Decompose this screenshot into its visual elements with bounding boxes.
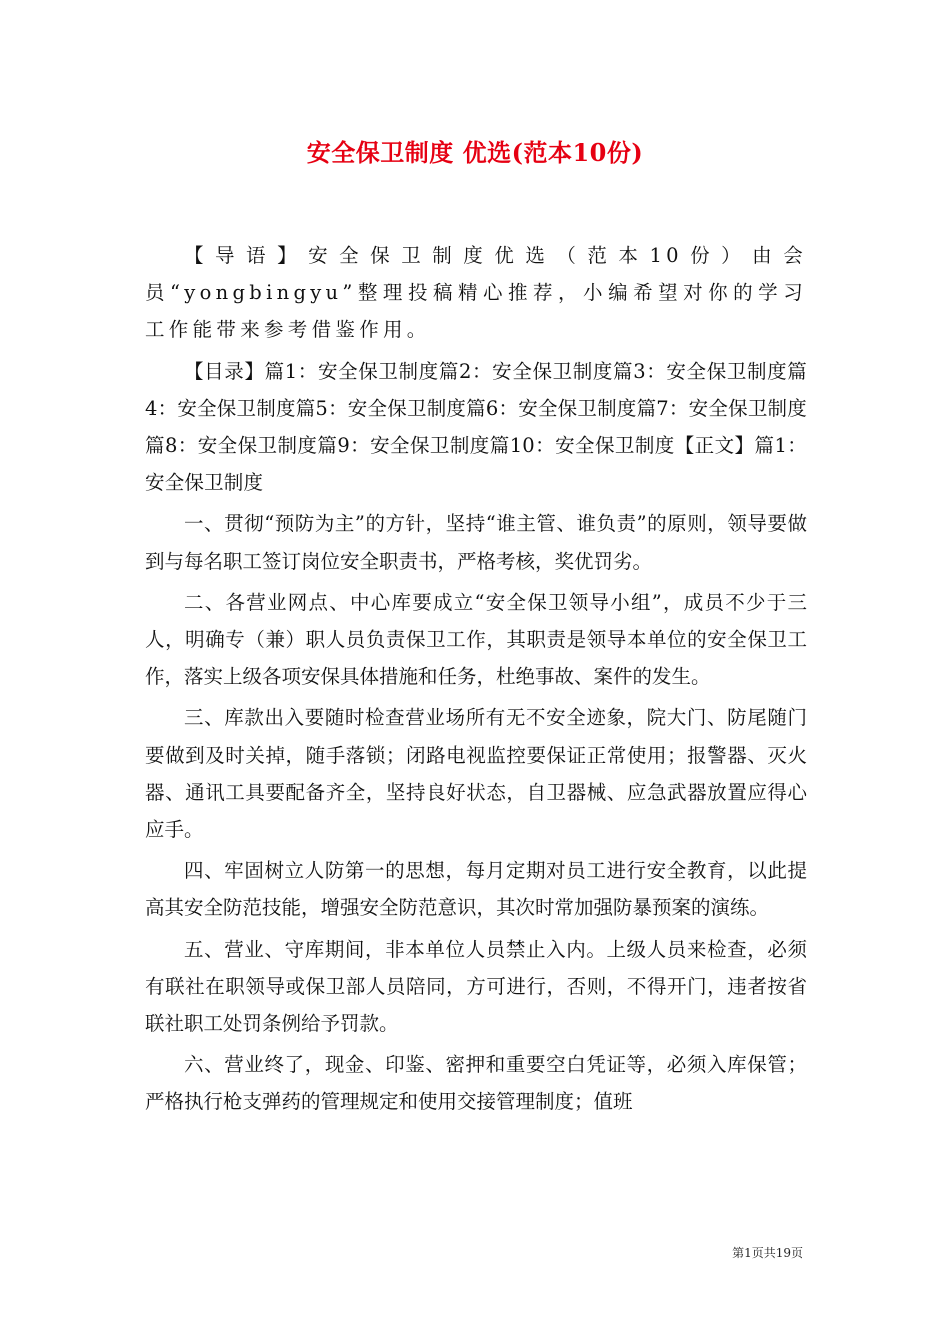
clause-paragraph-5: 五、营业、守库期间，非本单位人员禁止入内。上级人员来检查，必须有联社在职领导或保卫部人员陪同，方可进行，否则，不得开门，违者按省联社职工处罚条例给予罚款。: [145, 937, 807, 1036]
toc-paragraph: 【目录】篇1：安全保卫制度篇2：安全保卫制度篇3：安全保卫制度篇4：安全保卫制度篇5：安全保卫制度篇6：安全保卫制度篇7：安全保卫制度篇8：安全保卫制度篇9：安全保卫制度篇10：安全保卫制度【正文】篇1：安全保卫制度: [145, 359, 807, 495]
clause-paragraph-1: 一、贯彻“预防为主”的方针，坚持“谁主管、谁负责”的原则，领导要做到与每名职工签订岗位安全职责书，严格考核，奖优罚劣。: [145, 512, 807, 573]
document-title: 安全保卫制度 优选(范本10份): [306, 138, 644, 167]
clause-paragraph-4: 四、牢固树立人防第一的思想，每月定期对员工进行安全教育，以此提高其安全防范技能，增强安全防范意识，其次时常加强防暴预案的演练。: [145, 859, 807, 920]
clause-paragraph-3: 三、库款出入要随时检查营业场所有无不安全迹象，院大门、防尾随门要做到及时关掉，随手落锁；闭路电视监控要保证正常使用；报警器、灭火器、通讯工具要配备齐全，坚持良好状态，自卫器械、应急武器放置应得心应手。: [145, 706, 807, 842]
clause-paragraph-2: 二、各营业网点、中心库要成立“安全保卫领导小组”，成员不少于三人，明确专（兼）职人员负责保卫工作，其职责是领导本单位的安全保卫工作，落实上级各项安保具体措施和任务，杜绝事故、案件的发生。: [145, 590, 807, 689]
page-number: 第1页共19页: [732, 1246, 803, 1260]
clause-paragraph-6: 六、营业终了，现金、印鉴、密押和重要空白凭证等，必须入库保管；严格执行枪支弹药的管理规定和使用交接管理制度；值班: [145, 1053, 807, 1114]
intro-paragraph: 【导语】安全保卫制度优选（范本10份）由会员“yongbingyu”整理投稿精心推荐，小编希望对你的学习工作能带来参考借鉴作用。: [145, 244, 807, 342]
document-body: [145, 237, 807, 1125]
